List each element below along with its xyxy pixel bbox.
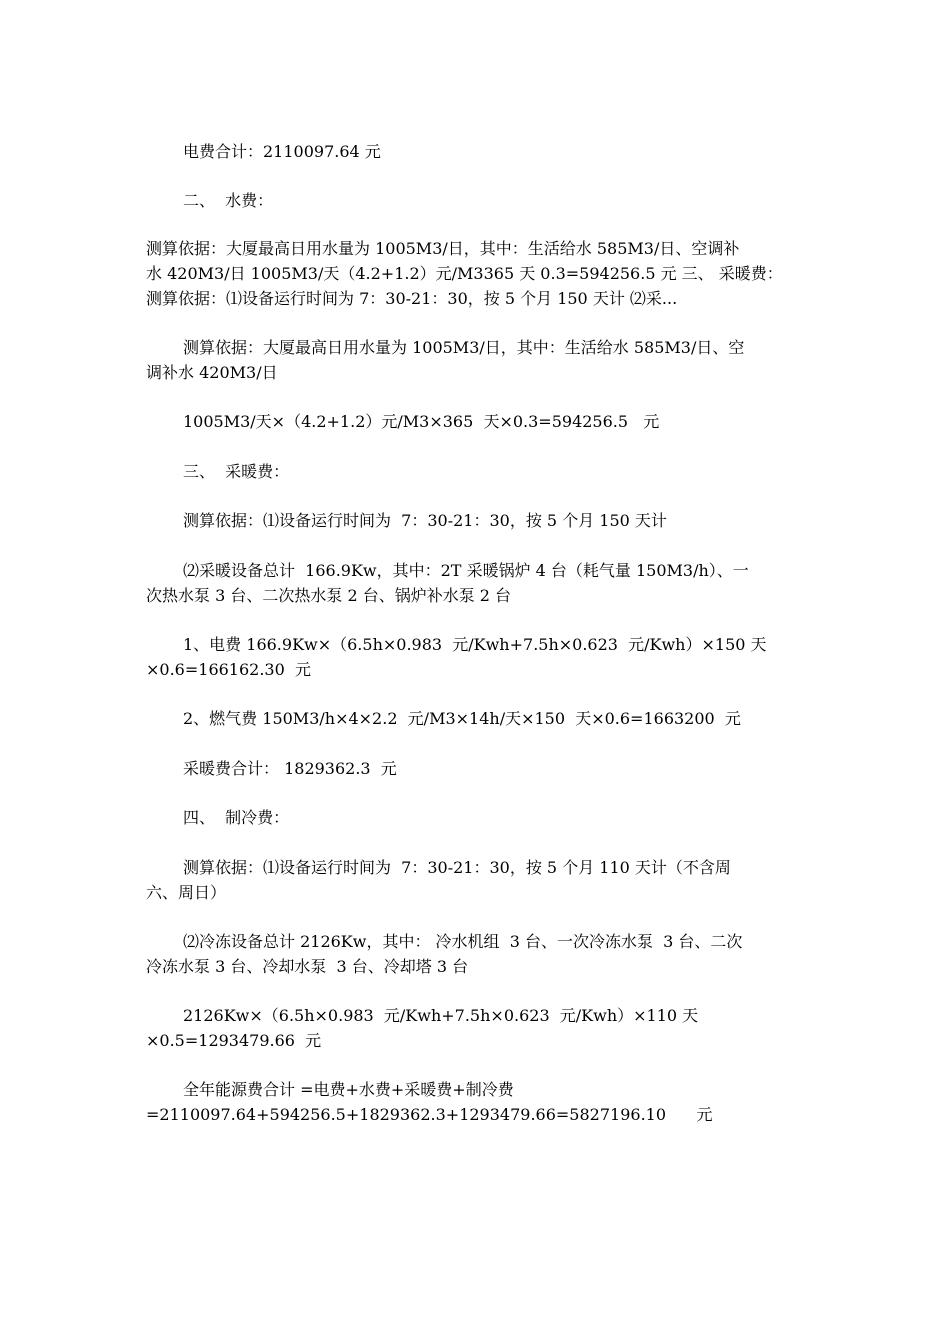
annual-total-line-2: =2110097.64+594256.5+1829362.3+1293479.66=5827196.10 元 [146, 1105, 713, 1124]
cooling-basis-line-1: 测算依据：⑴设备运行时间为 7：30-21：30，按 5 个月 110 天计（不含周 [183, 858, 731, 877]
heating-equipment-line-2: 次热水泵 3 台、二次热水泵 2 台、锅炉补水泵 2 台 [146, 586, 512, 605]
cooling-equipment-line-1: ⑵冷冻设备总计 2126Kw，其中： 冷水机组 3 台、一次冷冻水泵 3 台、二次 [183, 932, 743, 951]
water-basis-line-1: 测算依据：大厦最高日用水量为 1005M3/日，其中：生活给水 585M3/日、空 [183, 338, 745, 357]
heating-equipment-line-1: ⑵采暖设备总计 166.9Kw，其中：2T 采暖锅炉 4 台（耗气量 150M3/h）、一 [183, 561, 749, 580]
cooling-equipment-line-2: 冷冻水泵 3 台、冷却水泵 3 台、冷却塔 3 台 [146, 957, 469, 976]
cooling-formula-line-1: 2126Kw×（6.5h×0.983 元/Kwh+7.5h×0.623 元/Kwh）×110 天 [183, 1006, 699, 1025]
summary-line-2: 水 420M3/日 1005M3/天（4.2+1.2）元/M3365 天 0.3=594256.5 元 三、 采暖费： [146, 264, 783, 283]
heating-electricity-line-1: 1、电费 166.9Kw×（6.5h×0.983 元/Kwh+7.5h×0.623 元/Kwh）×150 天 [183, 635, 767, 654]
water-formula-line: 1005M3/天×（4.2+1.2）元/M3×365 天×0.3=594256.5 元 [183, 412, 660, 431]
heating-total-line: 采暖费合计： 1829362.3 元 [183, 759, 397, 778]
heating-basis-line: 测算依据：⑴设备运行时间为 7：30-21：30，按 5 个月 150 天计 [183, 511, 667, 530]
cooling-formula-line-2: ×0.5=1293479.66 元 [146, 1031, 322, 1050]
heating-gas-line: 2、燃气费 150M3/h×4×2.2 元/M3×14h/天×150 天×0.6=1663200 元 [183, 709, 741, 728]
annual-total-line-1: 全年能源费合计 =电费+水费+采暖费+制冷费 [183, 1080, 514, 1099]
cooling-basis-line-2: 六、周日） [146, 883, 227, 902]
electricity-total-line: 电费合计：2110097.64 元 [183, 142, 381, 161]
summary-line-1: 测算依据：大厦最高日用水量为 1005M3/日，其中：生活给水 585M3/日、空调补 [146, 239, 740, 258]
heating-electricity-line-2: ×0.6=166162.30 元 [146, 660, 311, 679]
section-cooling-heading: 四、 制冷费： [183, 808, 290, 827]
water-basis-line-2: 调补水 420M3/日 [146, 363, 278, 382]
section-water-heading: 二、 水费： [183, 191, 274, 210]
summary-line-3: 测算依据：⑴设备运行时间为 7：30-21：30，按 5 个月 150 天计 ⑵采... [146, 289, 678, 308]
section-heating-heading: 三、 采暖费： [183, 462, 290, 481]
